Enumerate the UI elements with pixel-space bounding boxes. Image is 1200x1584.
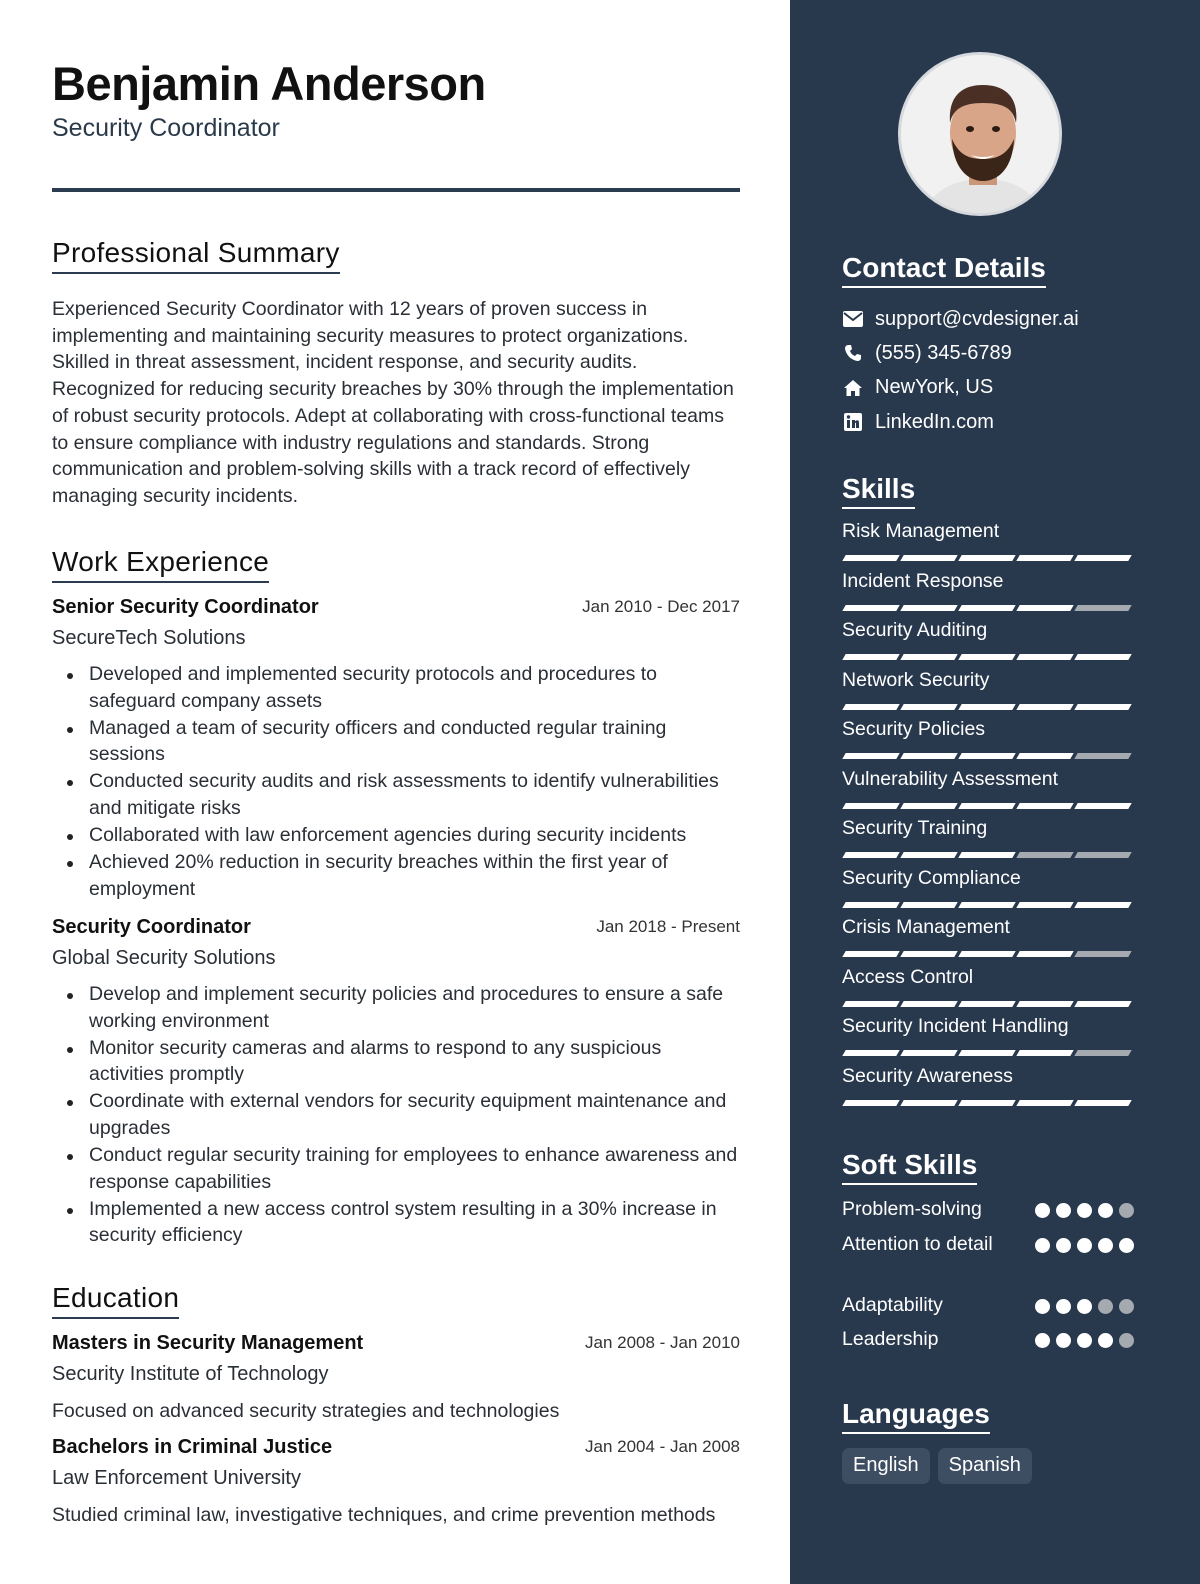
resume-sidebar	[790, 0, 1200, 1584]
skill-name: Crisis Management	[842, 916, 1010, 938]
skill-level-segment	[842, 555, 899, 561]
job-bullet: Implemented a new access control system resulting in a 30% increase in security efficiency	[52, 1196, 740, 1249]
skill-level-segment	[1016, 605, 1073, 611]
soft-skill-name: Problem-solving	[842, 1198, 982, 1220]
skill-level-segment	[900, 555, 957, 561]
rating-dot	[1035, 1203, 1050, 1218]
skill-level-segment	[1016, 1050, 1073, 1056]
job-bullet: Conduct regular security training for employees to enhance awareness and response capabilities	[52, 1142, 740, 1195]
contact-list	[842, 302, 1142, 439]
skill-level-segment	[900, 1100, 957, 1106]
profile-photo	[898, 52, 1062, 216]
rating-dot	[1119, 1238, 1134, 1253]
soft-skills-heading: Soft Skills	[842, 1149, 977, 1185]
skill-level-segment	[842, 1050, 899, 1056]
skill-level-segment	[1016, 1001, 1073, 1007]
skill-level-segment	[1016, 951, 1073, 957]
contact-location-text: NewYork, US	[875, 376, 994, 399]
skill-level-bar	[844, 1050, 1142, 1056]
skill-level-segment	[842, 605, 899, 611]
skill-level-segment	[1016, 753, 1073, 759]
skill-level-segment	[958, 555, 1015, 561]
skill-level-segment	[958, 951, 1015, 957]
job-entry	[52, 916, 740, 1249]
job-company: SecureTech Solutions	[52, 627, 246, 649]
rating-dot	[1035, 1299, 1050, 1314]
skill-name: Access Control	[842, 965, 974, 988]
skill-name: Security Compliance	[842, 866, 1021, 889]
education-heading: Education	[52, 1282, 179, 1319]
rating-dot	[1098, 1299, 1113, 1314]
summary-text: Experienced Security Coordinator with 12 years of proven success in implementing and maintaining security measures to protect organizations. Skilled in threat assessment, incident response, and security audits. Recognized for reducing security breaches by 30% through the implementation of robust security protocols. Adept at collaborating with cross-functional teams to ensure compliance with industry regulations and standards. Strong communication and problem-solving skills with a track record of effectively managing security incidents.	[52, 298, 734, 507]
job-bullet: Conducted security audits and risk assessments to identify vulnerabilities and mitigate risks	[52, 768, 740, 821]
soft-skill-item	[842, 1326, 1142, 1360]
skill-level-segment	[1074, 803, 1131, 809]
job-title: Senior Security Coordinator	[52, 596, 319, 618]
skill-level-segment	[1074, 605, 1131, 611]
skill-level-segment	[1016, 1100, 1073, 1106]
skill-level-segment	[958, 1100, 1015, 1106]
job-title: Security Coordinator	[52, 916, 251, 938]
skill-level-segment	[958, 654, 1015, 660]
skill-level-bar	[844, 704, 1142, 710]
envelope-icon	[842, 308, 864, 330]
header-divider	[52, 188, 740, 192]
skill-item	[842, 768, 1142, 818]
rating-dot	[1098, 1238, 1113, 1253]
skill-level-segment	[958, 1001, 1015, 1007]
skill-item	[842, 1015, 1142, 1065]
skill-level-segment	[1074, 852, 1131, 858]
skill-level-segment	[900, 951, 957, 957]
home-icon	[842, 377, 864, 399]
skill-item	[842, 669, 1142, 719]
job-bullets	[52, 981, 740, 1249]
skill-level-segment	[900, 753, 957, 759]
skill-level-segment	[1074, 555, 1131, 561]
skill-level-bar	[844, 1100, 1142, 1106]
rating-dot	[1119, 1299, 1134, 1314]
skill-level-segment	[1074, 902, 1131, 908]
skill-level-bar	[844, 803, 1142, 809]
rating-dot	[1077, 1203, 1092, 1218]
job-bullet: Develop and implement security policies and procedures to ensure a safe working environment	[52, 981, 740, 1034]
skill-level-segment	[842, 753, 899, 759]
skill-level-bar	[844, 605, 1142, 611]
linkedin-icon	[842, 411, 864, 433]
skill-item	[842, 570, 1142, 620]
skill-level-segment	[842, 902, 899, 908]
skill-level-bar	[844, 902, 1142, 908]
soft-skill-item	[842, 1196, 1142, 1231]
job-bullet: Coordinate with external vendors for security equipment maintenance and upgrades	[52, 1088, 740, 1141]
education-degree: Bachelors in Criminal Justice	[52, 1436, 333, 1458]
job-company: Global Security Solutions	[52, 947, 276, 969]
job-bullet: Monitor security cameras and alarms to respond to any suspicious activities promptly	[52, 1035, 740, 1088]
skill-level-segment	[842, 704, 899, 710]
skill-level-segment	[958, 803, 1015, 809]
languages-list	[842, 1448, 1032, 1484]
skills-heading: Skills	[842, 473, 915, 509]
skill-level-segment	[958, 605, 1015, 611]
soft-skill-name: Leadership	[842, 1328, 939, 1350]
contact-linkedin-text: LinkedIn.com	[875, 410, 994, 433]
skill-level-segment	[1016, 555, 1073, 561]
job-bullet: Managed a team of security officers and conducted regular training sessions	[52, 715, 740, 768]
skill-name: Security Training	[842, 817, 988, 839]
skill-item	[842, 1065, 1142, 1115]
skill-level-segment	[958, 852, 1015, 858]
skill-level-segment	[958, 753, 1015, 759]
phone-icon	[842, 342, 864, 364]
rating-dot	[1035, 1333, 1050, 1348]
job-bullet: Achieved 20% reduction in security breaches within the first year of employment	[52, 849, 740, 902]
skill-item	[842, 520, 1142, 570]
skill-item	[842, 916, 1142, 966]
job-bullet: Collaborated with law enforcement agencies during security incidents	[52, 822, 740, 849]
skill-name: Risk Management	[842, 520, 1000, 542]
rating-dot	[1098, 1203, 1113, 1218]
skill-level-segment	[900, 1050, 957, 1056]
skill-level-segment	[958, 1050, 1015, 1056]
contact-phone[interactable]	[842, 336, 1142, 370]
skill-level-segment	[842, 1100, 899, 1106]
contact-location	[842, 371, 1142, 405]
skill-level-segment	[900, 803, 957, 809]
rating-dot	[1119, 1203, 1134, 1218]
skill-item	[842, 867, 1142, 917]
skill-name: Security Policies	[842, 718, 986, 740]
contact-linkedin[interactable]	[842, 405, 1142, 439]
soft-skill-name: Attention to detail	[842, 1233, 993, 1255]
skill-level-bar	[844, 753, 1142, 759]
candidate-name: Benjamin Anderson	[52, 57, 486, 110]
rating-dot	[1098, 1333, 1113, 1348]
rating-dot	[1056, 1238, 1071, 1253]
skill-level-segment	[1074, 704, 1131, 710]
skill-level-bar	[844, 1001, 1142, 1007]
skill-level-segment	[842, 1001, 899, 1007]
soft-skill-rating	[1035, 1203, 1134, 1218]
skill-item	[842, 966, 1142, 1016]
skill-name: Security Incident Handling	[842, 1015, 1069, 1037]
soft-skill-name: Adaptability	[842, 1294, 943, 1316]
contact-phone-text: (555) 345-6789	[875, 341, 1012, 364]
skill-level-segment	[958, 704, 1015, 710]
education-school: Security Institute of Technology	[52, 1363, 329, 1385]
skill-level-segment	[958, 902, 1015, 908]
job-dates: Jan 2018 - Present	[596, 917, 740, 936]
skill-level-segment	[842, 852, 899, 858]
skill-level-segment	[900, 704, 957, 710]
skill-item	[842, 718, 1142, 768]
skill-level-segment	[842, 951, 899, 957]
education-dates: Jan 2008 - Jan 2010	[584, 1333, 740, 1352]
rating-dot	[1056, 1299, 1071, 1314]
education-dates: Jan 2004 - Jan 2008	[584, 1437, 740, 1456]
skill-level-segment	[1016, 803, 1073, 809]
education-entry	[52, 1332, 740, 1425]
profile-photo-illustration	[901, 55, 1062, 216]
rating-dot	[1077, 1238, 1092, 1253]
job-dates: Jan 2010 - Dec 2017	[582, 597, 740, 616]
summary-heading: Professional Summary	[52, 237, 340, 274]
skill-level-segment	[1074, 951, 1131, 957]
skill-level-segment	[1016, 704, 1073, 710]
skill-name: Security Auditing	[842, 619, 988, 641]
skill-item	[842, 817, 1142, 867]
education-description: Focused on advanced security strategies and technologies	[52, 1400, 560, 1422]
education-entry	[52, 1436, 740, 1529]
rating-dot	[1056, 1333, 1071, 1348]
skill-item	[842, 619, 1142, 669]
skill-level-segment	[1074, 1100, 1131, 1106]
skill-level-bar	[844, 852, 1142, 858]
candidate-role: Security Coordinator	[52, 114, 280, 142]
skill-name: Incident Response	[842, 569, 1004, 592]
skill-level-segment	[900, 852, 957, 858]
skills-list	[842, 520, 1142, 1114]
soft-skill-rating	[1035, 1299, 1134, 1314]
skill-level-bar	[844, 654, 1142, 660]
job-entry	[52, 596, 740, 903]
contact-email-text: support@cvdesigner.ai	[875, 307, 1079, 330]
rating-dot	[1077, 1333, 1092, 1348]
languages-heading: Languages	[842, 1398, 990, 1434]
education-description: Studied criminal law, investigative techniques, and crime prevention methods	[52, 1504, 716, 1526]
job-bullet: Developed and implemented security protocols and procedures to safeguard company assets	[52, 661, 740, 714]
skill-level-segment	[842, 803, 899, 809]
skill-name: Network Security	[842, 668, 990, 691]
skill-level-segment	[1074, 1050, 1131, 1056]
skill-level-segment	[1074, 654, 1131, 660]
skill-level-segment	[1016, 852, 1073, 858]
skill-level-segment	[900, 902, 957, 908]
skill-level-segment	[1016, 902, 1073, 908]
language-chip: Spanish	[938, 1448, 1032, 1484]
rating-dot	[1035, 1238, 1050, 1253]
education-degree: Masters in Security Management	[52, 1332, 364, 1354]
soft-skill-item	[842, 1231, 1142, 1292]
skill-level-segment	[900, 605, 957, 611]
skill-level-segment	[1074, 753, 1131, 759]
contact-email[interactable]	[842, 302, 1142, 336]
skill-level-bar	[844, 951, 1142, 957]
skill-level-segment	[900, 654, 957, 660]
experience-heading: Work Experience	[52, 546, 269, 583]
skill-level-segment	[1016, 654, 1073, 660]
education-school: Law Enforcement University	[52, 1467, 301, 1489]
language-chip: English	[842, 1448, 930, 1484]
skill-level-segment	[1074, 1001, 1131, 1007]
rating-dot	[1077, 1299, 1092, 1314]
rating-dot	[1119, 1333, 1134, 1348]
skill-level-segment	[842, 654, 899, 660]
skill-level-bar	[844, 555, 1142, 561]
soft-skill-item	[842, 1292, 1142, 1326]
skill-name: Vulnerability Assessment	[842, 767, 1059, 790]
soft-skill-rating	[1035, 1333, 1134, 1348]
skill-name: Security Awareness	[842, 1064, 1013, 1087]
skill-level-segment	[900, 1001, 957, 1007]
job-bullets	[52, 661, 740, 902]
contact-heading: Contact Details	[842, 252, 1046, 288]
soft-skills-list	[842, 1196, 1142, 1360]
rating-dot	[1056, 1203, 1071, 1218]
soft-skill-rating	[1035, 1238, 1134, 1253]
